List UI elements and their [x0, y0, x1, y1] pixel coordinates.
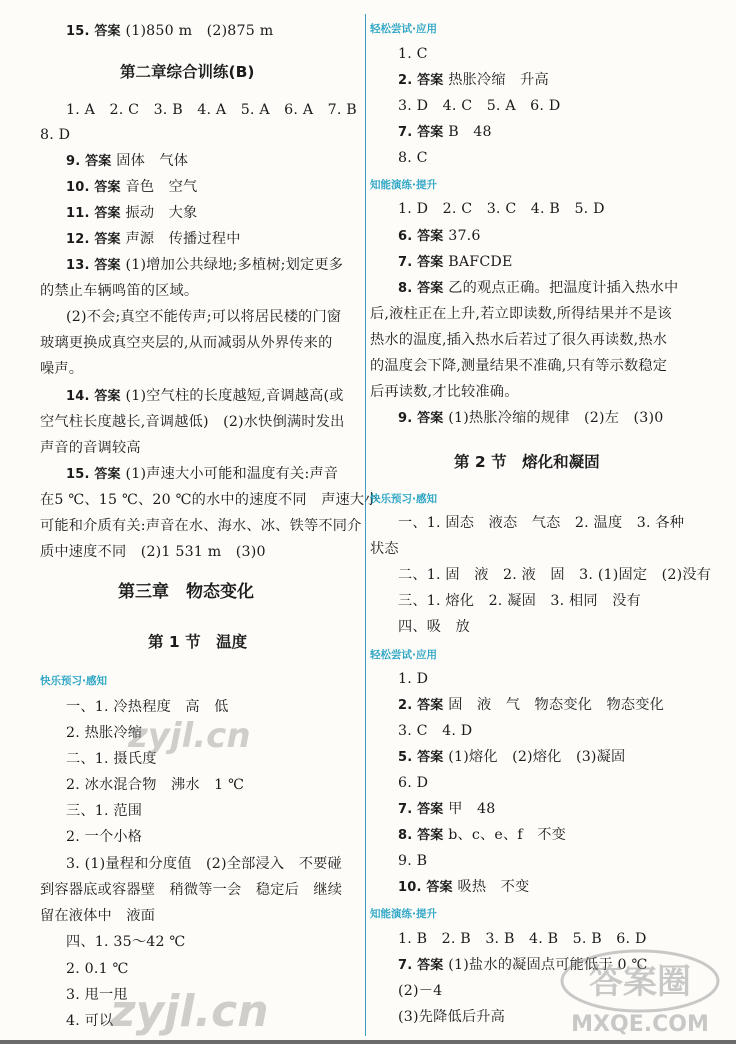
r-answer-7b: 7. 答案 BAFCDE — [398, 254, 513, 270]
s1-line-e: 三、1. 范围 — [66, 803, 143, 819]
s1-line-f: 2. 一个小格 — [66, 829, 143, 845]
answer-15-cont1: 在5 ℃、15 ℃、20 ℃的水中的速度不同 声速大小 — [40, 492, 379, 508]
bottom-edge-bar — [0, 1040, 736, 1044]
s1-line-b: 2. 热胀冷缩 — [66, 725, 143, 741]
answer-14-end: 声音的音调较高 — [40, 440, 141, 456]
s1-line-d: 2. 冰水混合物 沸水 1 ℃ — [66, 777, 245, 793]
site-logo-watermark — [560, 945, 720, 1037]
tag-practice-2: 知能演练·提升 — [370, 908, 437, 920]
r-answer-8-cont2: 热水的温度,插入热水后若过了很久再读数,热水 — [370, 332, 668, 348]
tag-preview-2: 快乐预习·感知 — [370, 493, 437, 505]
r-answer-8b: 8. 答案 b、c、e、f 不变 — [398, 827, 567, 843]
answer-line-13: 13. 答案 (1)增加公共绿地;多植树;划定更多 — [66, 257, 344, 273]
r-line-mc: 1. D 2. C 3. C 4. B 5. D — [398, 201, 605, 217]
r-answer-8-end: 后再读数,才比较准确。 — [370, 384, 519, 400]
s1-line-l: 3. 甩一甩 — [66, 987, 128, 1003]
logo-shape-icon — [560, 945, 720, 1037]
column-divider — [365, 14, 366, 1036]
s1-line-g: 3. (1)量程和分度值 (2)全部浸入 不要碰 — [66, 856, 342, 872]
s1-line-m: 4. 可以 — [66, 1013, 114, 1029]
r-answer-6: 6. 答案 37.6 — [398, 228, 481, 244]
r-line-20: 6. D — [398, 775, 429, 791]
r-line-1: 1. C — [398, 46, 428, 62]
r-answer-7d: 7. 答案 (1)盐水的凝固点可能低于 0 ℃ — [398, 957, 648, 973]
tag-practice-1: 知能演练·提升 — [370, 179, 437, 191]
answer-line-15: 15. 答案 (1)850 m (2)875 m — [66, 23, 274, 39]
r-answer-7: 7. 答案 B 48 — [398, 124, 492, 140]
answer-13-cont: 的禁止车辆鸣笛的区域。 — [40, 283, 199, 299]
s1-line-a: 一、1. 冷热程度 高 低 — [66, 699, 229, 715]
tag-preview-1: 快乐预习·感知 — [40, 675, 107, 687]
r-answer-8-cont3: 的温度会下降,测量结果不准确,只有等示数稳定 — [370, 358, 668, 374]
r-line-8: 8. C — [398, 150, 428, 166]
r-answer-5: 5. 答案 (1)熔化 (2)熔化 (3)凝固 — [398, 749, 626, 765]
answer-line-11: 11. 答案 振动 大象 — [66, 205, 198, 221]
section1-title: 第 1 节 温度 — [148, 633, 248, 651]
r-line-27: (2)－4 — [398, 983, 443, 999]
r-line-28: (3)先降低后升高 — [398, 1009, 506, 1025]
r-answer-8: 8. 答案 乙的观点正确。把温度计插入热水中 — [398, 280, 679, 296]
r-answer-7c: 7. 答案 甲 48 — [398, 801, 496, 817]
s1-line-j: 四、1. 35～42 ℃ — [66, 934, 186, 950]
r-line-18: 3. C 4. D — [398, 723, 473, 739]
r-line-15: 四、吸 放 — [398, 619, 470, 635]
r-line-14: 三、1. 熔化 2. 凝固 3. 相同 没有 — [398, 593, 641, 609]
answer-line-15b: 15. 答案 (1)声速大小可能和温度有关:声音 — [66, 466, 339, 482]
chapter2-test-title: 第二章综合训练(B) — [120, 63, 255, 81]
answer-13-part2: (2)不会;真空不能传声;可以将居民楼的门窗 — [66, 309, 342, 325]
tag-try-2: 轻松尝试·应用 — [370, 649, 437, 661]
answer-line-12: 12. 答案 声源 传播过程中 — [66, 231, 241, 247]
answer-14-cont: 空气柱长度越长,音调越低) (2)水快倒满时发出 — [40, 414, 345, 430]
answer-13-part2-end: 噪声。 — [40, 361, 84, 377]
r-line-25: 1. B 2. B 3. B 4. B 5. B 6. D — [398, 931, 647, 947]
r-answer-10: 10. 答案 吸热 不变 — [398, 879, 530, 895]
section2-title: 第 2 节 熔化和凝固 — [454, 453, 600, 471]
r-line-11: 一、1. 固态 液态 气态 2. 温度 3. 各种 — [398, 515, 685, 531]
watermark-text-1: zyjl.cn — [128, 716, 251, 756]
watermark-text-2: zyjl.cn — [110, 986, 269, 1037]
s1-line-h: 到容器底或容器壁 稍微等一会 稳定后 继续 — [40, 882, 343, 898]
r-line-23: 9. B — [398, 853, 428, 869]
logo-en-text: MXQE.COM — [571, 1012, 709, 1037]
r-answer-2: 2. 答案 热胀冷缩 升高 — [398, 72, 549, 88]
r-line-3: 3. D 4. C 5. A 6. D — [398, 98, 561, 114]
r-answer-2b: 2. 答案 固 液 气 物态变化 物态变化 — [398, 697, 665, 713]
mc-answers-row2: 8. D — [40, 127, 71, 143]
r-line-12: 状态 — [370, 541, 399, 557]
chapter3-title: 第三章 物态变化 — [118, 582, 254, 602]
answer-line-14: 14. 答案 (1)空气柱的长度越短,音调越高(或 — [66, 388, 344, 404]
r-line-13: 二、1. 固 液 2. 液 固 3. (1)固定 (2)没有 — [398, 567, 712, 583]
r-line-16: 1. D — [398, 671, 429, 687]
answer-13-part2-cont: 玻璃更换成真空夹层的,从而减弱从外界传来的 — [40, 335, 333, 351]
s1-line-k: 2. 0.1 ℃ — [66, 961, 129, 977]
mc-answers-row1: 1. A 2. C 3. B 4. A 5. A 6. A 7. B — [66, 102, 357, 118]
answer-15-cont2: 可能和介质有关:声音在水、海水、冰、铁等不同介 — [40, 518, 362, 534]
r-answer-9: 9. 答案 (1)热胀冷缩的规律 (2)左 (3)0 — [398, 410, 664, 426]
answer-line-9: 9. 答案 固体 气体 — [66, 153, 189, 169]
s1-line-c: 二、1. 摄氏度 — [66, 751, 157, 767]
s1-line-i: 留在液体中 液面 — [40, 908, 156, 924]
logo-cn-text: 答案圈 — [589, 962, 691, 1002]
r-answer-8-cont1: 后,液柱正在上升,若立即读数,所得结果并不是该 — [370, 306, 672, 322]
tag-try-1: 轻松尝试·应用 — [370, 23, 437, 35]
answer-15-end: 质中速度不同 (2)1 531 m (3)0 — [40, 544, 266, 560]
answer-line-10: 10. 答案 音色 空气 — [66, 179, 198, 195]
